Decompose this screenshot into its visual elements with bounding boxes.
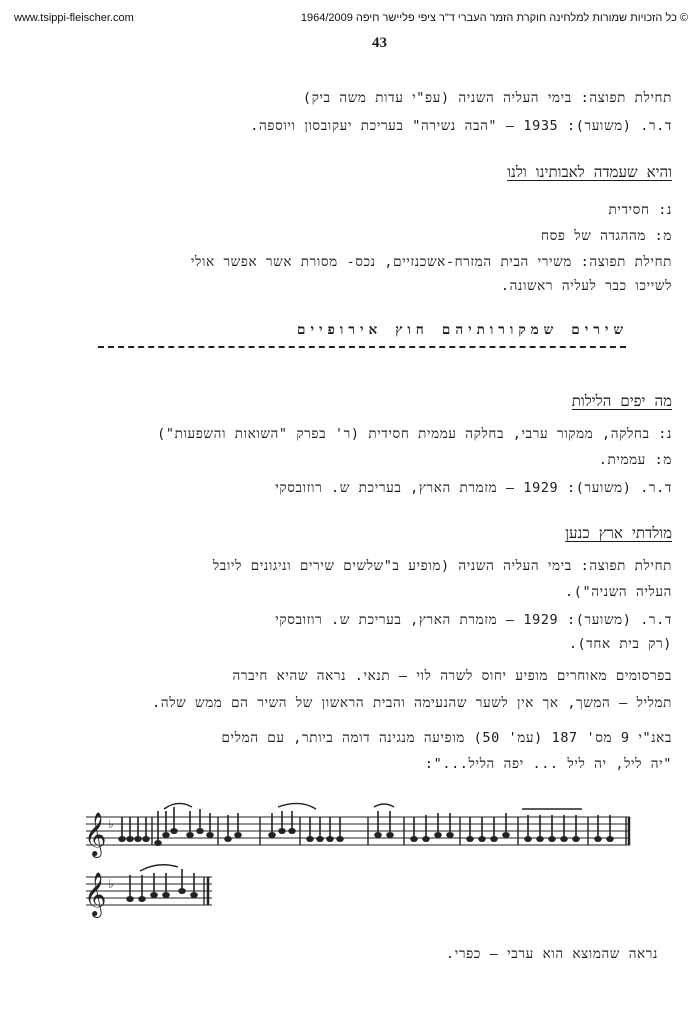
spread-line-cont: לשייכו כבר לעליה ראשונה. [500,278,672,294]
song-title: והיא שעמדה לאבותינו ולנו [507,163,672,181]
svg-text:♭: ♭ [108,817,114,831]
lyricist-line: מ: עממית. [598,452,672,468]
svg-text:𝄞: 𝄞 [84,812,107,856]
section-heading: שירים שמקורותיהם חוץ אירופיים [297,322,628,338]
music-score [78,795,638,925]
spread-line-cont: העליה השניה"). [565,584,672,600]
song-title: מה יפים הלילות [571,392,672,410]
spread-line: תחילת תפוצה: בימי העליה השניה (מופיע ב"שלשים שירים וניגונים ליובל [212,558,672,574]
song-title: מולדתי ארץ כנען [565,524,672,542]
date-line: ד.ר. (משוער): 1929 – מזמרת הארץ, בעריכת ש. רוזובסקי [275,612,672,628]
date-note: ד.ר. (משוער): 1935 – "הבה נשירה" בעריכת יעקובסון ויוספה. [250,118,672,134]
paragraph-line: באנ"י 9 מס' 187 (עמ' 50) מופיעה מנגינה דומה ביותר, עם המלים [221,730,672,746]
section-divider [98,346,626,348]
website-url: www.tsippi-fleischer.com [14,12,134,24]
spread-line: תחילת תפוצה: משירי הבית המזרח-אשכנזיים, נכס- מסורת אשר אפשר אולי [190,254,672,270]
composer-line: נ: בחלקה, ממקור ערבי, בחלקה עממית חסידית (ר' בפרק "השואות והשפעות") [157,426,672,442]
spread-note: תחילת תפוצה: בימי העליה השניה (עפ"י עדות משה ביק) [302,90,672,106]
date-line: ד.ר. (משוער): 1929 – מזמרת הארץ, בעריכת ש. רוזובסקי [275,480,672,496]
lyricist-line: מ: מההגדה של פסח [541,228,672,244]
svg-text:♭: ♭ [108,877,114,891]
page-number: 43 [372,35,387,51]
date-line-cont: (רק בית אחד). [568,636,672,652]
composer-line: נ: חסידית [608,202,672,218]
paragraph-line: תמליל – המשך, אך אין לשער שהנעימה והבית הראשון של השיר הם ממש שלה. [152,695,672,711]
paragraph-line: בפרסומים מאוחרים מופיע יחוס לשרה לוי – תנאי. נראה שהיא חיברה [232,668,672,684]
copyright-notice: © כל הזכויות שמורות למלחינה חוקרת הזמר העברי ד"ר ציפי פליישר חיפה 1964/2009 [300,12,688,24]
svg-text:𝄞: 𝄞 [84,872,107,916]
conclusion-line: נראה שהמוצא הוא ערבי – כפרי. [445,946,658,962]
paragraph-line: "יה ליל, יה ליל ... יפה הליל...": [424,756,672,772]
